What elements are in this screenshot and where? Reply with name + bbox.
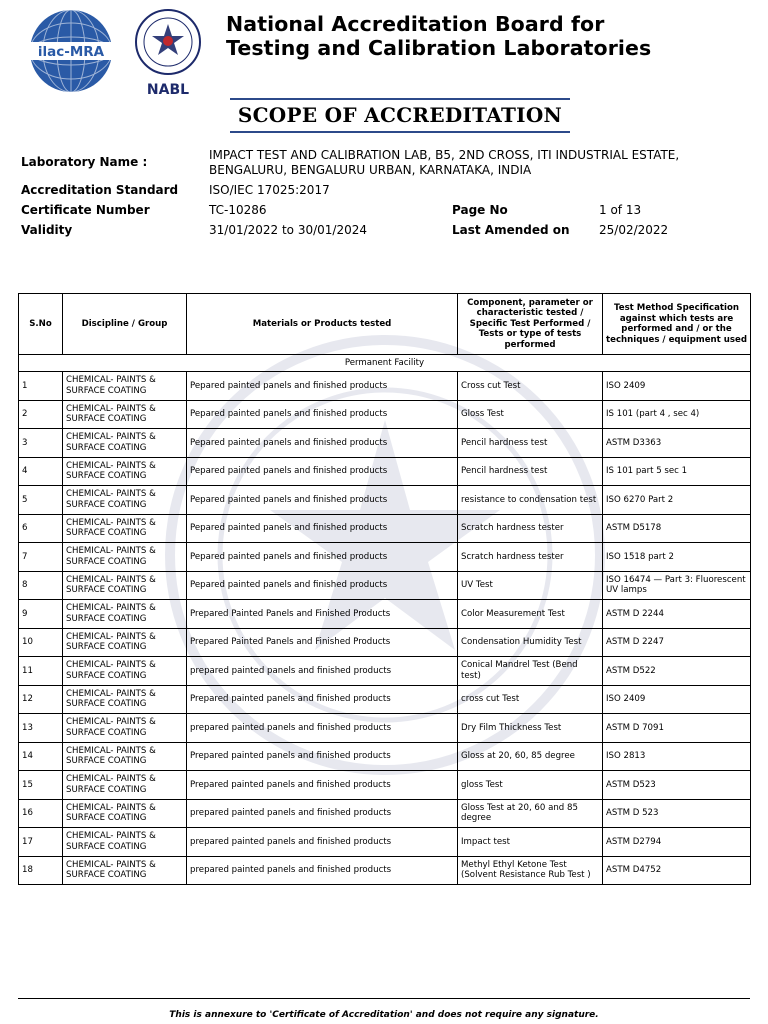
table-row [19, 400, 751, 429]
cell-sno: 7 [19, 543, 63, 572]
cell-discipline: CHEMICAL- PAINTS & SURFACE COATING [63, 742, 187, 771]
board-title [226, 12, 651, 60]
board-title-line1: National Accreditation Board for [226, 12, 605, 36]
amended-value: 25/02/2022 [599, 223, 669, 237]
cell-sno: 15 [19, 771, 63, 800]
scope-top-rule [230, 98, 570, 100]
ilac-logo-text: ilac-MRA [37, 44, 105, 60]
cell-component: Scratch hardness tester [458, 543, 603, 572]
cell-sno: 6 [19, 514, 63, 543]
table-row [19, 372, 751, 401]
header-sno: S.No [19, 294, 63, 355]
cell-component: Cross cut Test [458, 372, 603, 401]
board-title-line2: Testing and Calibration Laboratories [226, 36, 652, 60]
cell-material: prepared painted panels and finished products [187, 714, 458, 743]
cell-discipline: CHEMICAL- PAINTS & SURFACE COATING [63, 372, 187, 401]
table-row [19, 828, 751, 857]
table-row [19, 600, 751, 629]
cell-sno: 14 [19, 742, 63, 771]
cell-discipline: CHEMICAL- PAINTS & SURFACE COATING [63, 799, 187, 828]
cell-component: resistance to condensation test [458, 486, 603, 515]
cell-component: gloss Test [458, 771, 603, 800]
table-row [19, 771, 751, 800]
facility-label: Permanent Facility [19, 355, 751, 372]
validity-label: Validity [21, 223, 73, 237]
table-row [19, 571, 751, 600]
scope-table [18, 293, 751, 885]
cell-discipline: CHEMICAL- PAINTS & SURFACE COATING [63, 514, 187, 543]
cell-component: Gloss Test [458, 400, 603, 429]
cell-method: ASTM D3363 [603, 429, 751, 458]
cell-component: Pencil hardness test [458, 457, 603, 486]
table-row [19, 657, 751, 686]
cell-sno: 17 [19, 828, 63, 857]
table-row [19, 429, 751, 458]
cell-material: Prepared Painted Panels and Finished Products [187, 600, 458, 629]
cell-material: Prepared Painted Panels and Finished Products [187, 628, 458, 657]
header-materials: Materials or Products tested [187, 294, 458, 355]
table-row [19, 514, 751, 543]
cell-discipline: CHEMICAL- PAINTS & SURFACE COATING [63, 628, 187, 657]
cell-discipline: CHEMICAL- PAINTS & SURFACE COATING [63, 400, 187, 429]
cell-method: ASTM D4752 [603, 856, 751, 885]
cell-discipline: CHEMICAL- PAINTS & SURFACE COATING [63, 856, 187, 885]
cell-sno: 13 [19, 714, 63, 743]
scope-title: SCOPE OF ACCREDITATION [237, 103, 563, 127]
cell-material: Pepared painted panels and finished products [187, 543, 458, 572]
cell-material: prepared painted panels and finished products [187, 799, 458, 828]
header-method: Test Method Specification against which tests are performed and / or the techniques / equipment used [603, 294, 751, 355]
certificate-label: Certificate Number [21, 203, 150, 217]
table-header-row [19, 294, 751, 355]
amended-label: Last Amended on [452, 223, 570, 237]
cell-sno: 11 [19, 657, 63, 686]
scope-bottom-rule [230, 131, 570, 133]
cell-material: prepared painted panels and finished products [187, 657, 458, 686]
cell-sno: 4 [19, 457, 63, 486]
cell-discipline: CHEMICAL- PAINTS & SURFACE COATING [63, 600, 187, 629]
cell-component: UV Test [458, 571, 603, 600]
cell-method: ASTM D 523 [603, 799, 751, 828]
cell-sno: 8 [19, 571, 63, 600]
cell-component: Gloss at 20, 60, 85 degree [458, 742, 603, 771]
cell-method: ISO 2409 [603, 372, 751, 401]
cell-discipline: CHEMICAL- PAINTS & SURFACE COATING [63, 828, 187, 857]
cell-material: Pepared painted panels and finished products [187, 400, 458, 429]
cell-material: Pepared painted panels and finished products [187, 372, 458, 401]
cell-material: Prepared painted panels and finished products [187, 742, 458, 771]
ilac-mra-logo [28, 8, 114, 94]
cell-method: ISO 16474 — Part 3: Fluorescent UV lamps [603, 571, 751, 600]
cell-discipline: CHEMICAL- PAINTS & SURFACE COATING [63, 685, 187, 714]
cell-component: cross cut Test [458, 685, 603, 714]
table-row [19, 685, 751, 714]
cell-sno: 1 [19, 372, 63, 401]
validity-value: 31/01/2022 to 30/01/2024 [209, 223, 368, 237]
cell-sno: 18 [19, 856, 63, 885]
facility-row [19, 355, 751, 372]
cell-method: ISO 2813 [603, 742, 751, 771]
cell-component: Impact test [458, 828, 603, 857]
table-row [19, 457, 751, 486]
cell-method: ISO 2409 [603, 685, 751, 714]
cell-component: Conical Mandrel Test (Bend test) [458, 657, 603, 686]
cell-method: ASTM D 2244 [603, 600, 751, 629]
cell-component: Gloss Test at 20, 60 and 85 degree [458, 799, 603, 828]
cell-material: prepared painted panels and finished products [187, 856, 458, 885]
page-label: Page No [452, 203, 508, 217]
cell-sno: 5 [19, 486, 63, 515]
cell-component: Dry Film Thickness Test [458, 714, 603, 743]
cell-method: ISO 1518 part 2 [603, 543, 751, 572]
cell-discipline: CHEMICAL- PAINTS & SURFACE COATING [63, 714, 187, 743]
cell-discipline: CHEMICAL- PAINTS & SURFACE COATING [63, 543, 187, 572]
cell-discipline: CHEMICAL- PAINTS & SURFACE COATING [63, 657, 187, 686]
nabl-logo [132, 8, 204, 100]
cell-material: Pepared painted panels and finished products [187, 571, 458, 600]
standard-value: ISO/IEC 17025:2017 [209, 183, 330, 197]
cell-sno: 10 [19, 628, 63, 657]
certificate-value: TC-10286 [209, 203, 267, 217]
table-row [19, 799, 751, 828]
table-row [19, 628, 751, 657]
cell-discipline: CHEMICAL- PAINTS & SURFACE COATING [63, 486, 187, 515]
cell-discipline: CHEMICAL- PAINTS & SURFACE COATING [63, 457, 187, 486]
cell-sno: 3 [19, 429, 63, 458]
header-discipline: Discipline / Group [63, 294, 187, 355]
cell-method: IS 101 part 5 sec 1 [603, 457, 751, 486]
cell-material: Pepared painted panels and finished products [187, 457, 458, 486]
cell-component: Condensation Humidity Test [458, 628, 603, 657]
cell-component: Methyl Ethyl Ketone Test (Solvent Resistance Rub Test ) [458, 856, 603, 885]
table-row [19, 714, 751, 743]
cell-method: IS 101 (part 4 , sec 4) [603, 400, 751, 429]
cell-sno: 2 [19, 400, 63, 429]
cell-component: Scratch hardness tester [458, 514, 603, 543]
cell-sno: 9 [19, 600, 63, 629]
cell-material: Pepared painted panels and finished products [187, 486, 458, 515]
table-row [19, 742, 751, 771]
page-value: 1 of 13 [599, 203, 642, 217]
cell-discipline: CHEMICAL- PAINTS & SURFACE COATING [63, 771, 187, 800]
lab-name-line1: IMPACT TEST AND CALIBRATION LAB, B5, 2ND CROSS, ITI INDUSTRIAL ESTATE, [209, 148, 680, 162]
lab-name-label: Laboratory Name : [21, 155, 148, 169]
cell-method: ISO 6270 Part 2 [603, 486, 751, 515]
cell-material: Pepared painted panels and finished products [187, 429, 458, 458]
footer-note: This is annexure to 'Certificate of Accreditation' and does not require any signature. [169, 1010, 599, 1020]
cell-method: ASTM D 2247 [603, 628, 751, 657]
cell-sno: 12 [19, 685, 63, 714]
scope-heading [230, 98, 570, 134]
cell-component: Pencil hardness test [458, 429, 603, 458]
cell-component: Color Measurement Test [458, 600, 603, 629]
footer-rule [18, 998, 750, 999]
table-row [19, 543, 751, 572]
cell-method: ASTM D522 [603, 657, 751, 686]
lab-name-line2: BENGALURU, BENGALURU URBAN, KARNATAKA, INDIA [209, 163, 532, 177]
cell-material: Pepared painted panels and finished products [187, 514, 458, 543]
nabl-logo-text: NABL [146, 82, 190, 98]
cell-material: prepared painted panels and finished products [187, 828, 458, 857]
cell-method: ASTM D5178 [603, 514, 751, 543]
cell-sno: 16 [19, 799, 63, 828]
table-row [19, 856, 751, 885]
cell-discipline: CHEMICAL- PAINTS & SURFACE COATING [63, 571, 187, 600]
cell-method: ASTM D2794 [603, 828, 751, 857]
cell-method: ASTM D523 [603, 771, 751, 800]
cell-material: Prepared painted panels and finished products [187, 685, 458, 714]
cell-material: Prepared painted panels and finished products [187, 771, 458, 800]
cell-method: ASTM D 7091 [603, 714, 751, 743]
lab-name-value [209, 148, 679, 178]
standard-label: Accreditation Standard [21, 183, 179, 197]
header-component: Component, parameter or characteristic tested / Specific Test Performed / Tests or type of tests performed [458, 294, 603, 355]
cell-discipline: CHEMICAL- PAINTS & SURFACE COATING [63, 429, 187, 458]
table-row [19, 486, 751, 515]
